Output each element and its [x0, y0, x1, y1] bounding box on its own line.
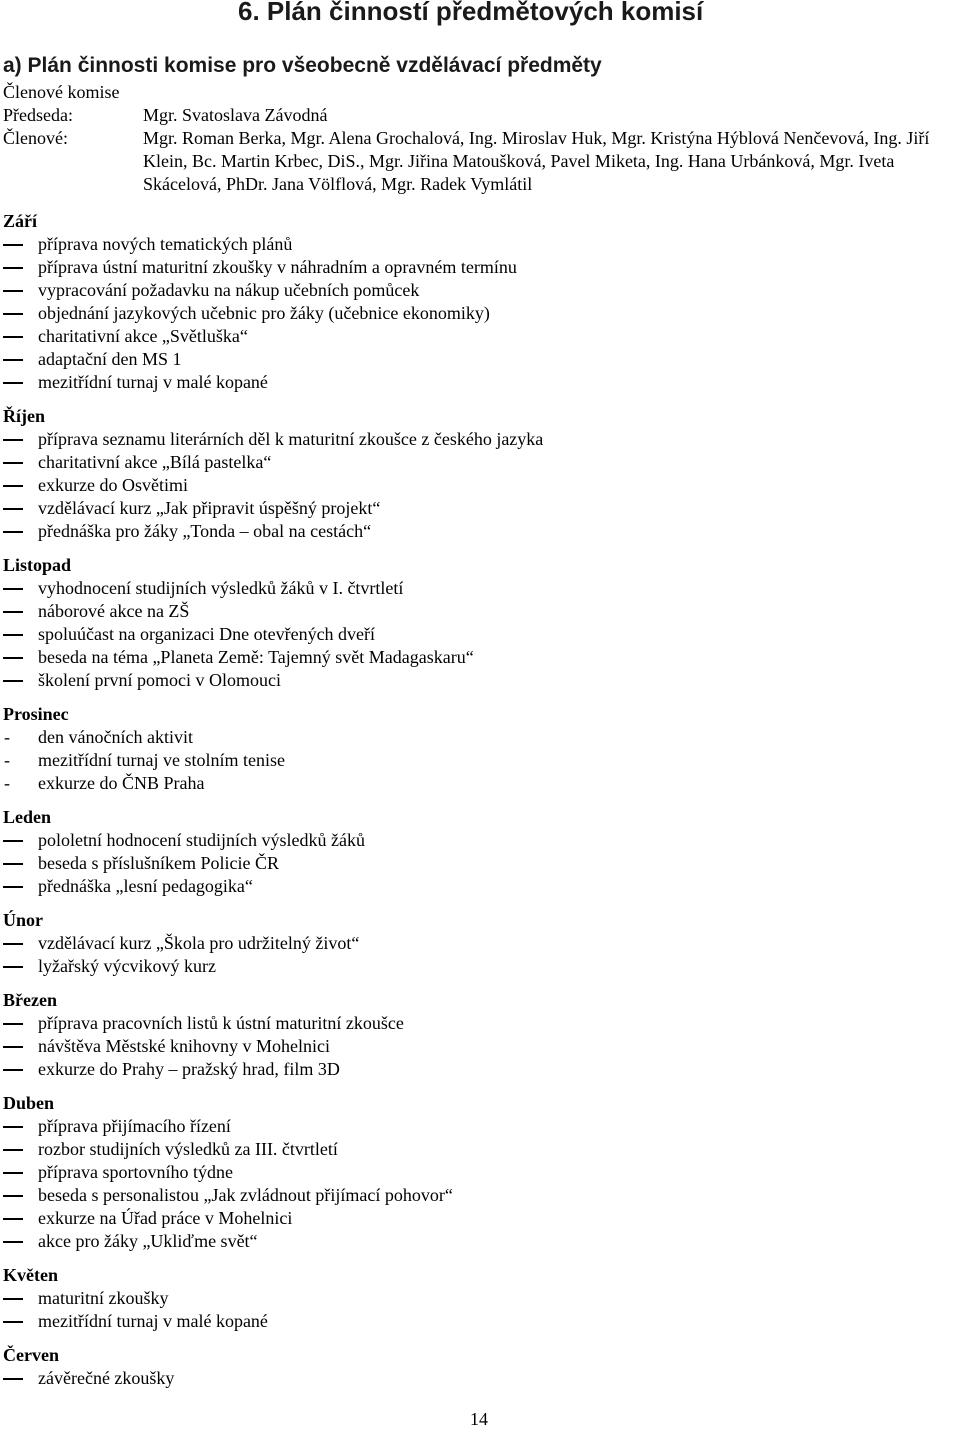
activity-list: [3, 1367, 953, 1390]
dash-bullet: [3, 1321, 23, 1323]
monthly-schedule: [3, 210, 953, 1390]
dash-bullet: [3, 863, 23, 865]
dash-bullet: [3, 1378, 23, 1380]
dash-bullet: [3, 1241, 23, 1243]
activity-text: akce pro žáky „Ukliďme svět“: [38, 1231, 258, 1251]
members-value: Mgr. Roman Berka, Mgr. Alena Grochalová, Ing. Miroslav Huk, Mgr. Kristýna Hýblová Nenčevová, Ing. Jiří Klein, Bc. Martin Krbec, DiS., Mgr. Jiřina Matoušková, Pavel Miketa, Ing. Hana Urbánková, Mgr. Iveta Skácelová, PhDr. Jana Völflová, Mgr. Radek Vymlátil: [143, 128, 930, 194]
list-item: [3, 1230, 953, 1253]
activity-text: mezitřídní turnaj ve stolním tenise: [38, 750, 285, 770]
list-item: [3, 1035, 953, 1058]
page-title: 6. Plán činností předmětových komisí: [238, 0, 704, 26]
list-item: [3, 875, 953, 898]
list-item: [3, 852, 953, 875]
month-heading: Říjen: [3, 406, 45, 426]
activity-text: beseda na téma „Planeta Země: Tajemný svět Madagaskaru“: [38, 647, 474, 667]
list-item: [3, 371, 953, 394]
activity-text: školení první pomoci v Olomouci: [38, 670, 281, 690]
list-item: [3, 428, 953, 451]
list-item: [3, 497, 953, 520]
list-item: [3, 1184, 953, 1207]
chair-row: [3, 104, 958, 127]
month-heading: Duben: [3, 1093, 55, 1113]
activity-text: příprava seznamu literárních děl k maturitní zkoušce z českého jazyka: [38, 429, 544, 449]
activity-text: vyhodnocení studijních výsledků žáků v I. čtvrtletí: [38, 578, 404, 598]
list-item: [3, 1161, 953, 1184]
dash-bullet: [3, 1195, 23, 1197]
month-heading: Leden: [3, 807, 52, 827]
activity-text: přednáška „lesní pedagogika“: [38, 876, 253, 896]
dash-bullet: [3, 1298, 23, 1300]
hyphen-bullet: -: [4, 773, 10, 793]
dash-bullet: [3, 1172, 23, 1174]
activity-list: [3, 577, 953, 692]
dash-bullet: [3, 336, 23, 338]
activity-list: [3, 1287, 953, 1333]
activity-text: vzdělávací kurz „Škola pro udržitelný život“: [38, 933, 360, 953]
list-item: [3, 451, 953, 474]
list-item: [3, 1367, 953, 1390]
list-item: [3, 749, 953, 772]
list-item: [3, 348, 953, 371]
month-heading: Listopad: [3, 555, 72, 575]
list-item: [3, 474, 953, 497]
dash-bullet: [3, 531, 23, 533]
activity-text: adaptační den MS 1: [38, 349, 182, 369]
list-item: [3, 646, 953, 669]
month-heading: Březen: [3, 990, 57, 1010]
dash-bullet: [3, 886, 23, 888]
dash-bullet: [3, 244, 23, 246]
dash-bullet: [3, 313, 23, 315]
activity-text: vzdělávací kurz „Jak připravit úspěšný projekt“: [38, 498, 381, 518]
month-heading: Květen: [3, 1265, 58, 1285]
members-label: Členové:: [3, 128, 68, 148]
activity-text: den vánočních aktivit: [38, 727, 193, 747]
activity-text: náborové akce na ZŠ: [38, 601, 190, 621]
list-item: [3, 302, 953, 325]
list-item: [3, 1012, 953, 1035]
list-item: [3, 829, 953, 852]
activity-text: příprava přijímacího řízení: [38, 1116, 231, 1136]
activity-list: [3, 233, 953, 394]
list-item: [3, 325, 953, 348]
activity-text: návštěva Městské knihovny v Mohelnici: [38, 1036, 330, 1056]
activity-text: exkurze do Osvětimi: [38, 475, 188, 495]
activity-text: mezitřídní turnaj v malé kopané: [38, 1311, 268, 1331]
section-title: a) Plán činnosti komise pro všeobecně vzdělávací předměty: [3, 54, 602, 77]
list-item: [3, 520, 953, 543]
activity-list: [3, 829, 953, 898]
dash-bullet: [3, 508, 23, 510]
activity-text: exkurze do ČNB Praha: [38, 773, 205, 793]
dash-bullet: [3, 1023, 23, 1025]
activity-list: [3, 726, 953, 795]
dash-bullet: [3, 611, 23, 613]
list-item: [3, 233, 953, 256]
list-item: [3, 1287, 953, 1310]
dash-bullet: [3, 943, 23, 945]
dash-bullet: [3, 588, 23, 590]
dash-bullet: [3, 1149, 23, 1151]
activity-list: [3, 1012, 953, 1081]
dash-bullet: [3, 1046, 23, 1048]
activity-text: spoluúčast na organizaci Dne otevřených dveří: [38, 624, 376, 644]
dash-bullet: [3, 439, 23, 441]
activity-list: [3, 1115, 953, 1253]
dash-bullet: [3, 1218, 23, 1220]
list-item: [3, 669, 953, 692]
activity-list: [3, 428, 953, 543]
dash-bullet: [3, 1069, 23, 1071]
list-item: [3, 279, 953, 302]
list-item: [3, 1115, 953, 1138]
chair-value: Mgr. Svatoslava Závodná: [143, 105, 328, 125]
activity-text: beseda s příslušníkem Policie ČR: [38, 853, 279, 873]
activity-text: charitativní akce „Světluška“: [38, 326, 248, 346]
month-heading: Únor: [3, 910, 43, 930]
activity-text: pololetní hodnocení studijních výsledků žáků: [38, 830, 365, 850]
list-item: [3, 955, 953, 978]
chair-label: Předseda:: [3, 105, 73, 125]
dash-bullet: [3, 290, 23, 292]
month-heading: Červen: [3, 1345, 59, 1365]
list-item: [3, 1058, 953, 1081]
page-number: 14: [470, 1409, 488, 1429]
list-item: [3, 772, 953, 795]
activity-text: lyžařský výcvikový kurz: [38, 956, 216, 976]
activity-text: maturitní zkoušky: [38, 1288, 169, 1308]
list-item: [3, 623, 953, 646]
dash-bullet: [3, 382, 23, 384]
activity-text: vypracování požadavku na nákup učebních pomůcek: [38, 280, 420, 300]
activity-text: závěrečné zkoušky: [38, 1368, 175, 1388]
dash-bullet: [3, 657, 23, 659]
list-item: [3, 577, 953, 600]
hyphen-bullet: -: [4, 750, 10, 770]
dash-bullet: [3, 1126, 23, 1128]
list-item: [3, 600, 953, 623]
dash-bullet: [3, 359, 23, 361]
list-item: [3, 726, 953, 749]
dash-bullet: [3, 634, 23, 636]
dash-bullet: [3, 680, 23, 682]
list-item: [3, 932, 953, 955]
activity-text: mezitřídní turnaj v malé kopané: [38, 372, 268, 392]
activity-text: exkurze na Úřad práce v Mohelnici: [38, 1208, 293, 1228]
activity-text: charitativní akce „Bílá pastelka“: [38, 452, 272, 472]
dash-bullet: [3, 267, 23, 269]
activity-text: příprava nových tematických plánů: [38, 234, 293, 254]
month-heading: Září: [3, 211, 37, 231]
dash-bullet: [3, 485, 23, 487]
list-item: [3, 256, 953, 279]
month-heading: Prosinec: [3, 704, 69, 724]
activity-text: exkurze do Prahy – pražský hrad, film 3D: [38, 1059, 340, 1079]
dash-bullet: [3, 840, 23, 842]
activity-text: příprava ústní maturitní zkoušky v náhradním a opravném termínu: [38, 257, 517, 277]
hyphen-bullet: -: [4, 727, 10, 747]
activity-text: příprava pracovních listů k ústní maturitní zkoušce: [38, 1013, 404, 1033]
activity-text: beseda s personalistou „Jak zvládnout přijímací pohovor“: [38, 1185, 453, 1205]
committee-heading: Členové komise: [3, 82, 120, 102]
activity-text: rozbor studijních výsledků za III. čtvrtletí: [38, 1139, 338, 1159]
members-row: [3, 127, 958, 196]
activity-text: objednání jazykových učebnic pro žáky (učebnice ekonomiky): [38, 303, 490, 323]
activity-text: příprava sportovního týdne: [38, 1162, 233, 1182]
list-item: [3, 1138, 953, 1161]
dash-bullet: [3, 966, 23, 968]
list-item: [3, 1207, 953, 1230]
activity-list: [3, 932, 953, 978]
activity-text: přednáška pro žáky „Tonda – obal na cestách“: [38, 521, 372, 541]
list-item: [3, 1310, 953, 1333]
committee-block: [3, 81, 958, 196]
dash-bullet: [3, 462, 23, 464]
